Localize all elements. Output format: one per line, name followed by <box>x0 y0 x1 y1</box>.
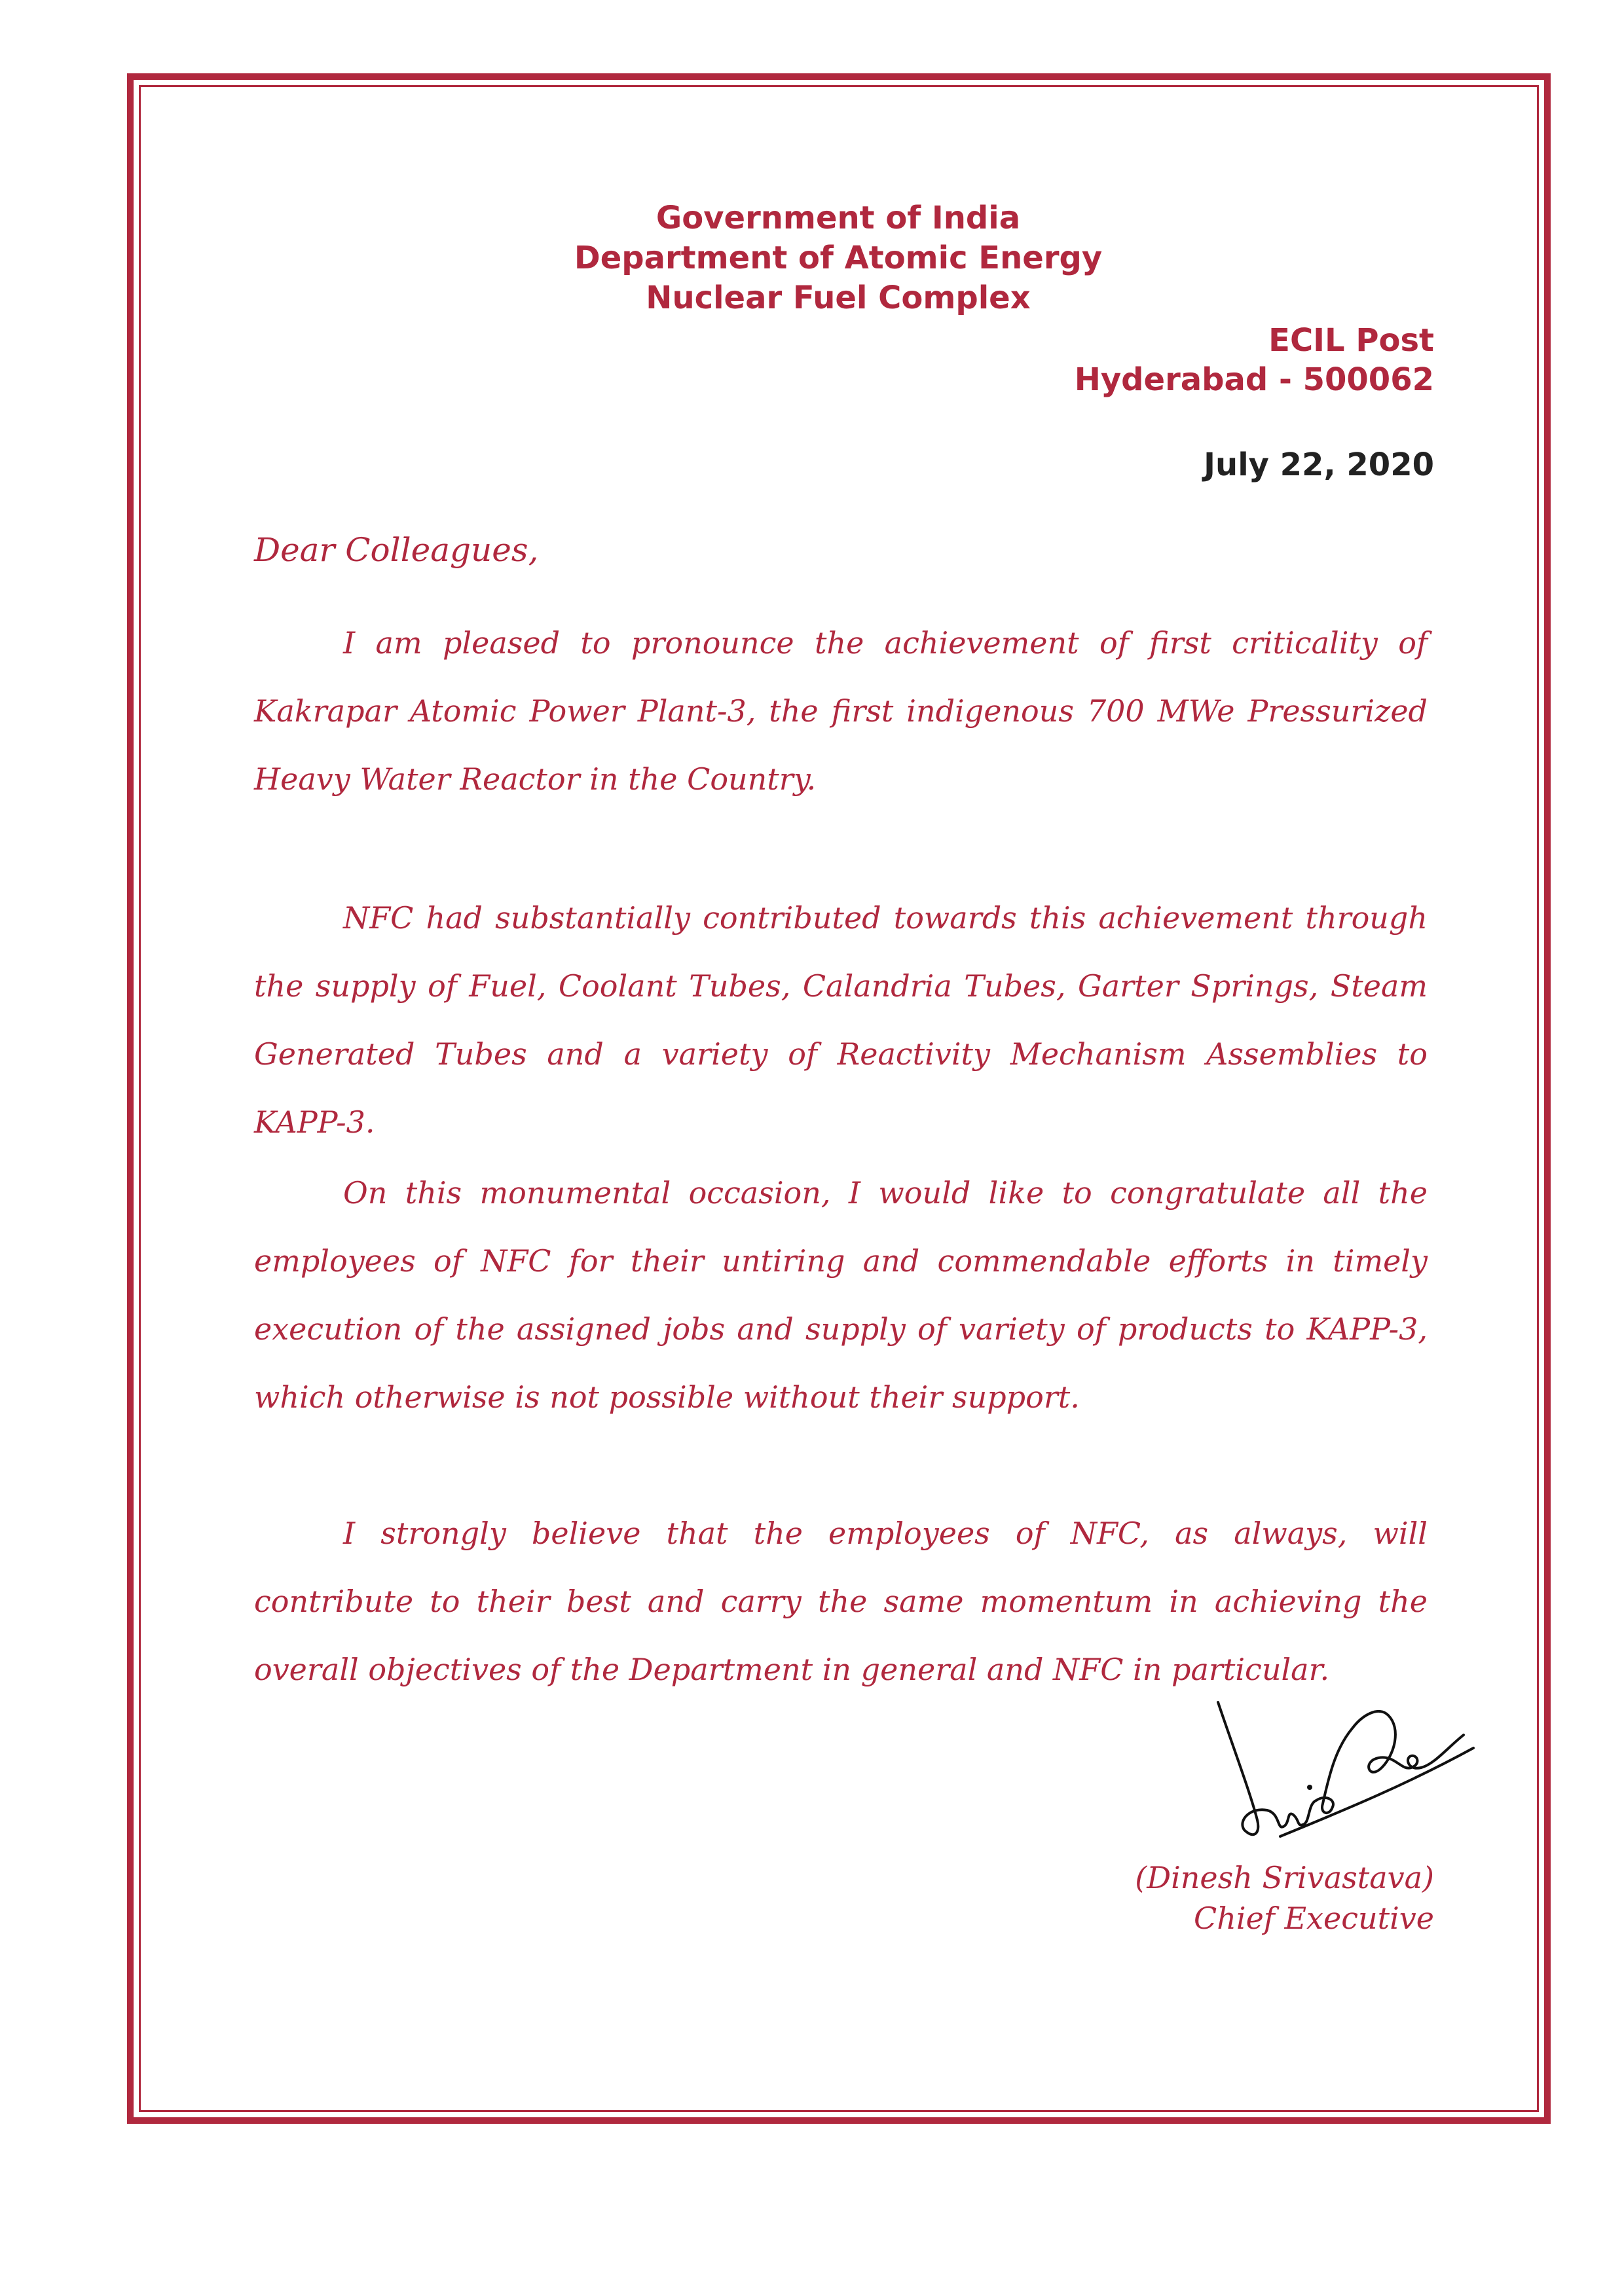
body-paragraph-1: I am pleased to pronounce the achievement of first criticality of Kakrapar Atomic Power Plant-3, the first indigenous 700 MWe Pressurized Heavy Water Reactor in the Country. <box>254 625 1428 797</box>
letter-date: July 22, 2020 <box>1204 446 1434 483</box>
letterhead-line-1: Government of India <box>655 200 1021 236</box>
body-paragraph-3: On this monumental occasion, I would like to congratulate all the employees of NFC for their untiring and commendable efforts in timely execution of the assigned jobs and supply of variety of products to KAPP-3, which otherwise is not possible without their support. <box>254 1175 1428 1415</box>
signatory-title: Chief Executive <box>1194 1901 1434 1936</box>
body-paragraph-4: I strongly believe that the employees of NFC, as always, will contribute to their best and carry the same momentum in achieving the overall objectives of the Department in general and NFC in particular. <box>254 1516 1428 1687</box>
letterhead-line-2: Department of Atomic Energy <box>574 240 1103 276</box>
handwritten-signature <box>1205 1676 1480 1872</box>
letterhead-line-3: Nuclear Fuel Complex <box>646 280 1031 316</box>
salutation: Dear Colleagues, <box>254 531 539 569</box>
body-paragraph-2: NFC had substantially contributed towards this achievement through the supply of Fuel, Coolant Tubes, Calandria Tubes, Garter Springs, Steam Generated Tubes and a variety of Reactivity Mechanism Assemblies to KAPP-3. <box>254 900 1428 1140</box>
signatory-name: (Dinesh Srivastava) <box>1135 1860 1434 1895</box>
address-line-2: Hyderabad - 500062 <box>1074 361 1434 398</box>
address-line-1: ECIL Post <box>1268 322 1434 359</box>
